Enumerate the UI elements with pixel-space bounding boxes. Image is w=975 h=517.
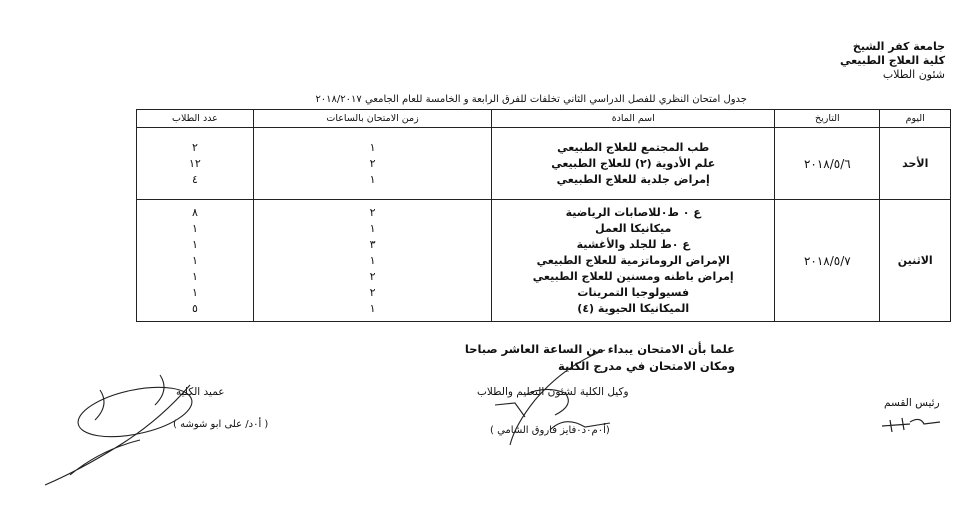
subject-name: إمراض باطنه ومسنين للعلاج الطبيعي xyxy=(532,269,734,283)
duration-value: ٣ xyxy=(369,237,376,251)
head-of-department-title: رئيس القسم xyxy=(884,397,940,409)
letterhead xyxy=(840,40,945,82)
duration-value: ٢ xyxy=(369,156,376,170)
student-count: ١٢ xyxy=(189,156,201,170)
row-students xyxy=(137,200,254,322)
header-students: عدد الطلاب xyxy=(137,110,254,128)
row-durations xyxy=(253,128,491,200)
office-name: شئون الطلاب xyxy=(882,68,945,81)
vice-dean-title: وكيل الكلية لشئون التعليم والطلاب xyxy=(477,386,629,398)
student-count: ٤ xyxy=(191,172,198,186)
subject-name: الإمراض الروماتزمية للعلاج الطبيعي xyxy=(536,253,730,267)
student-count: ٢ xyxy=(191,140,198,154)
note-location: ومكان الامتحان في مدرج الكلية xyxy=(558,359,735,373)
subject-name: إمراض جلدية للعلاج الطبيعي xyxy=(556,172,710,186)
duration-value: ٢ xyxy=(369,269,376,283)
dean-title: عميد الكلية xyxy=(176,386,225,398)
subject-name: ع ٠ ط٠للاصابات الرياضية xyxy=(565,205,701,219)
head-signature xyxy=(880,410,950,435)
header-duration: زمن الامتحان بالساعات xyxy=(253,110,491,128)
university-name: جامعة كفر الشيخ xyxy=(852,40,945,53)
duration-value: ١ xyxy=(369,172,376,186)
duration-value: ١ xyxy=(369,140,376,154)
vice-dean-signature xyxy=(455,345,655,455)
faculty-name: كلية العلاج الطبيعي xyxy=(839,54,945,67)
subject-name: ميكانيكا العمل xyxy=(595,221,672,235)
table-caption: جدول امتحان النظري للفصل الدراسي الثاني تخلفات للفرق الرابعة و الخامسة للعام الجامعي ٢٠١٨/٢٠١٧ xyxy=(315,94,747,105)
dean-name: ( أ٠د/ على ابو شوشه ) xyxy=(173,419,269,430)
exam-schedule-table xyxy=(136,109,951,322)
student-count: ١ xyxy=(191,221,198,235)
subject-name: فسيولوجيا التمرينات xyxy=(577,285,690,299)
subject-name: علم الأدوية (٢) للعلاج الطبيعي xyxy=(551,156,716,170)
table-row xyxy=(137,128,951,200)
student-count: ١ xyxy=(191,285,198,299)
duration-value: ٢ xyxy=(369,285,376,299)
row-students xyxy=(137,128,254,200)
subject-name: الميكانيكا الحيوية (٤) xyxy=(577,301,690,315)
student-count: ١ xyxy=(191,269,198,283)
table-row xyxy=(137,200,951,322)
row-date: ٢٠١٨/٥/٦ xyxy=(775,128,880,200)
subject-name: طب المجتمع للعلاج الطبيعي xyxy=(557,140,710,154)
header-day: اليوم xyxy=(880,110,951,128)
table-header-row xyxy=(137,110,951,128)
header-subject: اسم المادة xyxy=(492,110,775,128)
row-subjects xyxy=(492,128,775,200)
student-count: ٨ xyxy=(191,205,198,219)
row-subjects xyxy=(492,200,775,322)
vice-dean-name: (أ٠م٠د٠فايز فاروق الشامي ) xyxy=(490,425,610,436)
row-date: ٢٠١٨/٥/٧ xyxy=(775,200,880,322)
duration-value: ١ xyxy=(369,221,376,235)
subject-name: ع ٠ط للجلد والأغشية xyxy=(576,237,690,251)
row-day: الاثنين xyxy=(880,200,951,322)
student-count: ١ xyxy=(191,253,198,267)
duration-value: ١ xyxy=(369,301,376,315)
note-start-time: علما بأن الامتحان يبداء من الساعة العاشر صباحا xyxy=(464,342,735,356)
student-count: ١ xyxy=(191,237,198,251)
student-count: ٥ xyxy=(191,301,198,315)
duration-value: ٢ xyxy=(369,205,376,219)
dean-signature xyxy=(40,360,240,490)
header-date: التاريخ xyxy=(775,110,880,128)
row-day: الأحد xyxy=(880,128,951,200)
duration-value: ١ xyxy=(369,253,376,267)
row-durations xyxy=(253,200,491,322)
